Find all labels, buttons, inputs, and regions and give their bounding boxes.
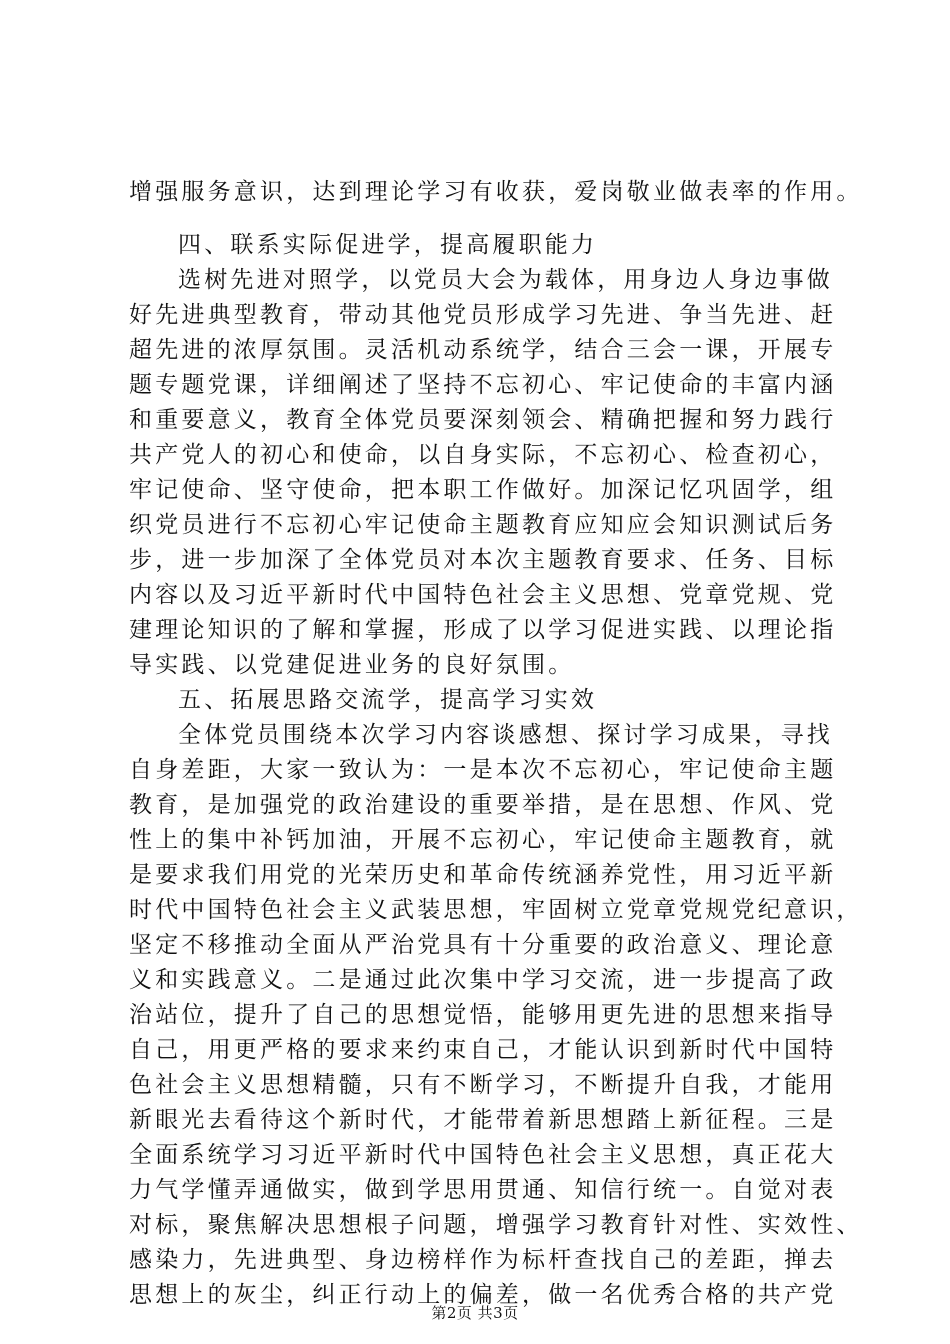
body-text-line: 性上的集中补钙加油，开展不忘初心，牢记使命主题教育，就 xyxy=(129,827,837,853)
body-text-line: 共产党人的初心和使命，以自身实际，不忘初心、检查初心， xyxy=(129,442,837,468)
body-text-line: 织党员进行不忘初心牢记使命主题教育应知应会知识测试后务 xyxy=(129,512,837,538)
body-text-line: 坚定不移推动全面从严治党具有十分重要的政治意义、理论意 xyxy=(129,932,837,958)
page-footer: 第2页 共3页 xyxy=(431,1304,519,1322)
body-text-line: 牢记使命、坚守使命，把本职工作做好。加深记忆巩固学，组 xyxy=(129,477,837,503)
body-text-line: 新眼光去看待这个新时代，才能带着新思想踏上新征程。三是 xyxy=(129,1107,837,1133)
body-text-line: 自身差距，大家一致认为：一是本次不忘初心，牢记使命主题 xyxy=(129,757,837,783)
body-text-line: 力气学懂弄通做实，做到学思用贯通、知信行统一。自觉对表 xyxy=(129,1177,837,1203)
body-text-line: 感染力，先进典型、身边榜样作为标杆查找自己的差距，掸去 xyxy=(129,1247,837,1273)
body-text-line: 对标，聚焦解决思想根子问题，增强学习教育针对性、实效性、 xyxy=(129,1212,863,1238)
body-text-line: 治站位，提升了自己的思想觉悟，能够用更先进的思想来指导 xyxy=(129,1002,837,1028)
body-text-line: 建理论知识的了解和掌握，形成了以学习促进实践、以理论指 xyxy=(129,617,837,643)
body-text-line: 色社会主义思想精髓，只有不断学习，不断提升自我，才能用 xyxy=(129,1072,837,1098)
body-text-line: 导实践、以党建促进业务的良好氛围。 xyxy=(129,652,575,678)
body-text-line: 自己，用更严格的要求来约束自己，才能认识到新时代中国特 xyxy=(129,1037,837,1063)
body-text-line: 思想上的灰尘，纠正行动上的偏差，做一名优秀合格的共产党 xyxy=(129,1282,837,1308)
body-text-line: 内容以及习近平新时代中国特色社会主义思想、党章党规、党 xyxy=(129,582,837,608)
section-heading-4: 四、联系实际促进学，提高履职能力 xyxy=(178,232,598,258)
body-text-line: 是要求我们用党的光荣历史和革命传统涵养党性，用习近平新 xyxy=(129,862,837,888)
body-text-line: 时代中国特色社会主义武装思想，牢固树立党章党规党纪意识， xyxy=(129,897,863,923)
section-heading-5: 五、拓展思路交流学，提高学习实效 xyxy=(178,687,598,713)
body-text-line: 教育，是加强党的政治建设的重要举措，是在思想、作风、党 xyxy=(129,792,837,818)
paragraph-first-line: 选树先进对照学，以党员大会为载体，用身边人身边事做 xyxy=(178,267,833,293)
body-text-line: 增强服务意识，达到理论学习有收获，爱岗敬业做表率的作用。 xyxy=(129,179,863,205)
body-text-line: 题专题党课，详细阐述了坚持不忘初心、牢记使命的丰富内涵 xyxy=(129,372,837,398)
body-text-line: 全面系统学习习近平新时代中国特色社会主义思想，真正花大 xyxy=(129,1142,837,1168)
body-text-line: 和重要意义，教育全体党员要深刻领会、精确把握和努力践行 xyxy=(129,407,837,433)
body-text-line: 好先进典型教育，带动其他党员形成学习先进、争当先进、赶 xyxy=(129,302,837,328)
paragraph-first-line: 全体党员围绕本次学习内容谈感想、探讨学习成果，寻找 xyxy=(178,722,833,748)
body-text-line: 步，进一步加深了全体党员对本次主题教育要求、任务、目标 xyxy=(129,547,837,573)
body-text-line: 义和实践意义。二是通过此次集中学习交流，进一步提高了政 xyxy=(129,967,837,993)
body-text-line: 超先进的浓厚氛围。灵活机动系统学，结合三会一课，开展专 xyxy=(129,337,837,363)
